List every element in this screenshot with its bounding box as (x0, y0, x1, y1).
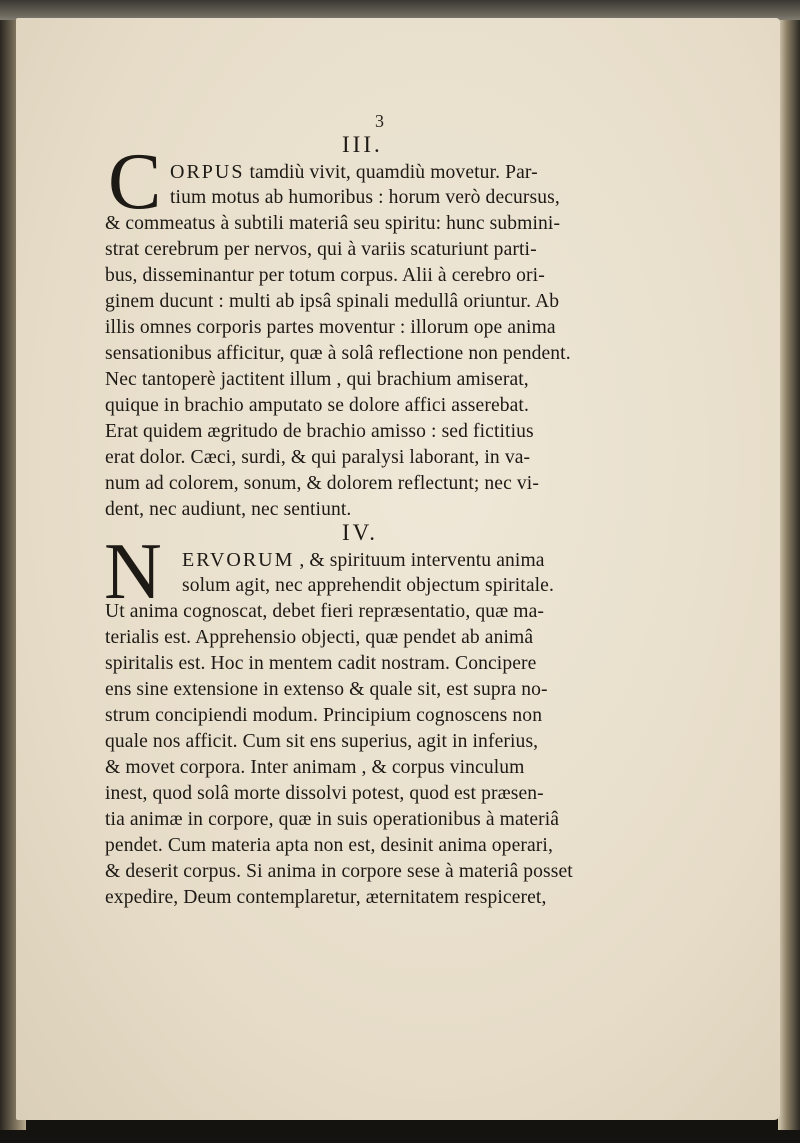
page-fore-edge (778, 20, 800, 1130)
text-line: tia animæ in corpore, quæ in suis operationibus à materiâ (105, 809, 560, 830)
section-numeral: III. (342, 132, 383, 157)
text-line: num ad colorem, sonum, & dolorem reflectunt; nec vi- (105, 473, 539, 494)
text-line: Nec tantoperè jactitent illum , qui brachium amiserat, (105, 369, 529, 390)
text-line: quale nos afficit. Cum sit ens superius, agit in inferius, (105, 731, 539, 752)
text-line: & movet corpora. Inter animam , & corpus vinculum (105, 757, 525, 778)
text-line: ens sine extensione in extenso & quale sit, est supra no- (105, 679, 548, 700)
text-line: dent, nec audiunt, nec sentiunt. (105, 499, 352, 520)
text-line: Ut anima cognoscat, debet fieri repræsentatio, quæ ma- (105, 601, 545, 622)
text-line: erat dolor. Cæci, surdi, & qui paralysi laborant, in va- (105, 447, 531, 468)
text-line: & deserit corpus. Si anima in corpore sese à materiâ posset (105, 861, 573, 882)
drop-cap: C (108, 138, 162, 226)
book-page (16, 18, 780, 1120)
line-text: tamdiù vivit, quamdiù movetur. Par- (244, 162, 538, 183)
text-line: strat cerebrum per nervos, qui à variis scaturiunt parti- (105, 239, 537, 260)
text-line: solum agit, nec apprehendit objectum spiritale. (182, 575, 554, 596)
text-line: illis omnes corporis partes moventur : illorum ope anima (105, 317, 556, 338)
text-line: strum concipiendi modum. Principium cognoscens non (105, 705, 543, 726)
text-line: tium motus ab humoribus : horum verò decursus, (170, 187, 560, 208)
text-line: bus, disseminantur per totum corpus. Alii à cerebro ori- (105, 265, 545, 286)
lead-caps: ORPUS (170, 161, 245, 183)
text-line: ginem ducunt : multi ab ipsâ spinali medullâ oriuntur. Ab (105, 291, 560, 312)
drop-cap: N (104, 528, 162, 616)
section-numeral: IV. (342, 520, 379, 545)
text-line: expedire, Deum contemplaretur, æternitatem respiceret, (105, 887, 547, 908)
text-line: spiritalis est. Hoc in mentem cadit nostram. Concipere (105, 653, 537, 674)
signature-mark: 3 (375, 111, 384, 131)
text-line: inest, quod solâ morte dissolvi potest, quod est præsen- (105, 783, 544, 804)
text-line: pendet. Cum materia apta non est, desinit anima operari, (105, 835, 553, 856)
text-line (170, 162, 538, 183)
text-line: & commeatus à subtili materiâ seu spiritu: hunc submini- (105, 213, 561, 234)
text-line: Erat quidem ægritudo de brachio amisso : sed fictitius (105, 421, 534, 442)
text-line: quique in brachio amputato se dolore affici asserebat. (105, 395, 529, 416)
text-line: sensationibus afficitur, quæ à solâ reflectione non pendent. (105, 343, 571, 364)
line-text: , & spirituum interventu anima (294, 550, 545, 571)
lead-caps: ERVORUM (182, 549, 295, 571)
text-line: terialis est. Apprehensio objecti, quæ pendet ab animâ (105, 627, 534, 648)
text-line (182, 550, 545, 571)
